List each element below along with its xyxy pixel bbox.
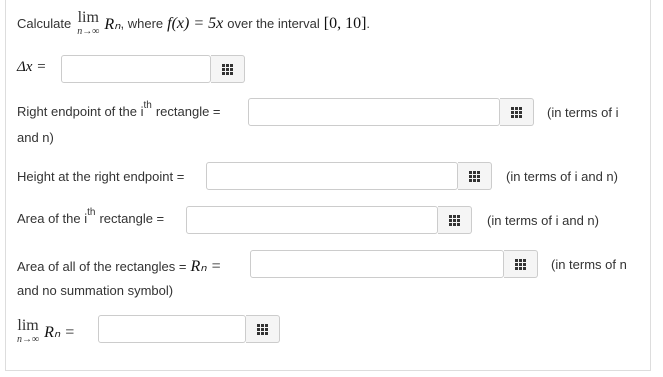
keypad-icon	[449, 215, 460, 226]
area-ith-keyboard-button[interactable]	[438, 206, 472, 234]
limit-keyboard-button[interactable]	[246, 315, 280, 343]
area-all-hint: (in terms of n	[551, 257, 627, 272]
riemann-sum-symbol: Rₙ	[104, 15, 121, 33]
delta-x-keyboard-button[interactable]	[211, 55, 245, 83]
area-ith-hint: (in terms of i and n)	[487, 213, 599, 228]
area-ith-field[interactable]	[187, 207, 437, 233]
area-all-label: Area of all of the rectangles = Rₙ =	[17, 258, 222, 275]
area-all-keyboard-button[interactable]	[504, 250, 538, 278]
problem-prefix: Calculate	[17, 16, 72, 31]
height-keyboard-button[interactable]	[458, 162, 492, 190]
keypad-icon	[511, 107, 522, 118]
limit-notation	[77, 10, 99, 37]
function-definition: f(x) = 5x	[167, 14, 224, 32]
rn-symbol: Rₙ =	[190, 258, 222, 275]
right-endpoint-hint: (in terms of i	[547, 105, 619, 120]
height-input[interactable]	[206, 162, 458, 190]
ith-superscript: th	[87, 207, 96, 218]
ith-superscript: th	[143, 100, 152, 111]
limit-word: lim	[77, 9, 99, 26]
keypad-icon	[515, 259, 526, 270]
delta-x-input[interactable]	[61, 55, 211, 83]
area-ith-input[interactable]	[186, 206, 438, 234]
limit-input[interactable]	[98, 315, 246, 343]
limit-field[interactable]	[99, 316, 245, 342]
right-endpoint-keyboard-button[interactable]	[500, 98, 534, 126]
problem-period: .	[366, 16, 371, 31]
right-endpoint-field[interactable]	[249, 99, 499, 125]
limit-label	[17, 318, 75, 345]
limit-subscript: n→∞	[17, 334, 40, 345]
keypad-icon	[469, 171, 480, 182]
height-hint: (in terms of i and n)	[506, 169, 618, 184]
interval: [0, 10]	[323, 14, 367, 32]
rn-symbol: Rₙ =	[44, 323, 76, 341]
problem-suffix: over the interval	[227, 16, 320, 31]
area-ith-label: Area of the i th rectangle =	[17, 207, 165, 226]
height-field[interactable]	[207, 163, 457, 189]
delta-x-label: Δx =	[17, 59, 47, 75]
right-endpoint-label: Right endpoint of the i th rectangle =	[17, 100, 221, 119]
keypad-icon	[257, 324, 268, 335]
area-all-input[interactable]	[250, 250, 504, 278]
delta-x-field[interactable]	[62, 56, 210, 82]
area-all-hint-cont: and no summation symbol)	[17, 283, 174, 298]
keypad-icon	[222, 64, 233, 75]
right-endpoint-input[interactable]	[248, 98, 500, 126]
limit-word: lim	[17, 317, 39, 334]
limit-notation	[17, 318, 39, 345]
area-all-field[interactable]	[251, 251, 503, 277]
height-label: Height at the right endpoint =	[17, 169, 185, 184]
problem-mid: , where	[120, 16, 164, 31]
right-endpoint-hint-cont: and n)	[17, 130, 54, 145]
problem-statement	[17, 10, 370, 37]
limit-subscript: n→∞	[77, 26, 100, 37]
